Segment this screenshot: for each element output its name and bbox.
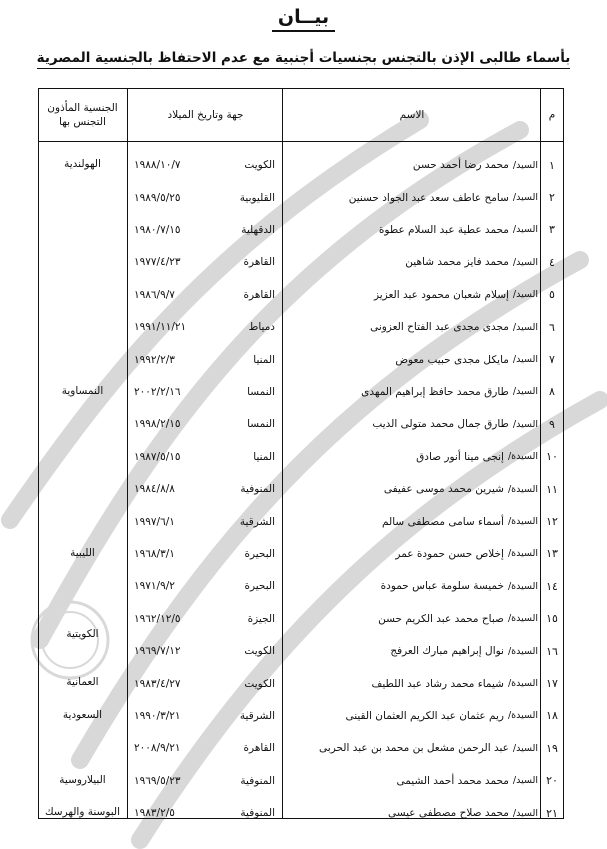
row-number: ٨ — [549, 385, 555, 399]
applicant-name-cell — [283, 603, 541, 635]
applicant-name-cell — [283, 765, 541, 797]
applicant-name: خميسة سلومة عباس حمودة — [380, 580, 504, 593]
birth-place-date-cell — [128, 700, 283, 732]
honorific: السيدة/ — [507, 516, 538, 528]
birth-place-date-cell — [128, 408, 283, 440]
row-number: ٦ — [549, 320, 555, 334]
applicant-name: محمد رضا أحمد حسن — [412, 159, 509, 172]
birth-place-date-cell — [128, 667, 283, 699]
honorific: السيدة/ — [507, 645, 538, 657]
honorific: السيدة/ — [507, 548, 538, 560]
birth-place-date-cell — [128, 246, 283, 278]
row-number: ١٦ — [546, 644, 558, 658]
birth-place: المنوفية — [240, 774, 275, 787]
applicant-name-cell — [283, 311, 541, 343]
birth-date: ١٩٨٨/١٠/٧ — [134, 159, 181, 172]
birth-place-date-cell — [128, 279, 283, 311]
applicant-name: محمد فايز محمد شاهين — [405, 256, 509, 269]
birth-date: ١٩٦٩/٥/٢٣ — [134, 774, 181, 787]
birth-date: ١٩٨٣/٢/٥ — [134, 807, 175, 820]
applicant-name-cell — [283, 570, 541, 602]
birth-place: القاهرة — [243, 742, 275, 755]
nationality-label: الهولندية — [64, 158, 101, 170]
birth-place: المنوفية — [240, 807, 275, 820]
birth-place-date-cell — [128, 149, 283, 181]
birth-date: ٢٠٠٨/٩/٢١ — [134, 742, 181, 755]
applicant-name-cell — [283, 181, 541, 213]
honorific: السيد/ — [512, 775, 538, 787]
birth-place: الكويت — [244, 159, 275, 172]
birth-place-date-cell — [128, 797, 283, 829]
table-row — [39, 635, 563, 667]
birth-place-date-cell — [128, 732, 283, 764]
applicant-name-cell — [283, 635, 541, 667]
birth-place: الكويت — [244, 645, 275, 658]
birth-date: ١٩٨٦/٩/٧ — [134, 288, 175, 301]
applicants-table — [38, 88, 564, 819]
applicant-name: إخلاص حسن حمودة عمر — [395, 547, 504, 560]
birth-date: ١٩٩٢/٢/٣ — [134, 353, 175, 366]
birth-place: دمياط — [248, 321, 275, 334]
nationality-label: البيلاروسية — [59, 773, 106, 786]
birth-place: المنيا — [253, 353, 275, 366]
header-divider — [39, 141, 563, 142]
row-number: ١٩ — [546, 741, 558, 755]
honorific: السيدة/ — [507, 678, 538, 690]
row-number: ٩ — [549, 417, 555, 431]
birth-date: ١٩٨٤/٨/٨ — [134, 483, 175, 496]
birth-place: القليوبية — [239, 191, 275, 204]
row-number: ٣ — [549, 223, 555, 237]
row-number: ٢٠ — [546, 774, 558, 788]
applicant-name: شيماء محمد رشاد عبد اللطيف — [371, 677, 504, 690]
row-number: ٧ — [549, 353, 555, 367]
birth-place-date-cell — [128, 343, 283, 375]
table-row — [39, 246, 563, 278]
header-place-date: جهة وتاريخ الميلاد — [167, 109, 244, 121]
row-number: ٢ — [549, 191, 555, 205]
birth-place-date-cell — [128, 603, 283, 635]
nationality-label: الكويتية — [66, 627, 99, 640]
birth-place: المنيا — [253, 450, 275, 463]
honorific: السيد/ — [512, 386, 538, 398]
applicant-name: مجدى مجدى عبد الفتاح العزونى — [370, 321, 509, 334]
applicant-name-cell — [283, 376, 541, 408]
applicant-name-cell — [283, 214, 541, 246]
row-number: ٥ — [549, 288, 555, 302]
applicant-name: إسلام شعبان محمود عبد العزيز — [373, 288, 509, 301]
applicant-name: أسماء سامى مصطفى سالم — [382, 515, 504, 528]
applicant-name-cell — [283, 797, 541, 829]
birth-date: ١٩٨٣/٤/٢٧ — [134, 677, 181, 690]
applicant-name-cell — [283, 473, 541, 505]
row-number: ١٧ — [546, 677, 558, 691]
birth-place: النمسا — [247, 385, 275, 398]
applicant-name-cell — [283, 538, 541, 570]
row-number: ١٥ — [546, 612, 558, 626]
birth-date: ١٩٦٩/٧/١٢ — [134, 645, 181, 658]
birth-place: المنوفية — [240, 483, 275, 496]
table-row — [39, 570, 563, 602]
applicant-name-cell — [283, 700, 541, 732]
header-nationality: الجنسية المأذون التجنس بها — [47, 102, 118, 128]
birth-place: البحيرة — [244, 547, 275, 560]
row-number: ١٢ — [546, 515, 558, 529]
birth-place: الشرقية — [239, 515, 275, 528]
birth-date: ١٩٧١/٩/٢ — [134, 580, 175, 593]
honorific: السيد/ — [512, 224, 538, 236]
birth-place-date-cell — [128, 311, 283, 343]
applicant-name-cell — [283, 441, 541, 473]
nationality-label: البوسنة والهرسك — [44, 806, 121, 818]
table-row — [39, 343, 563, 375]
applicant-name: إنجى مينا أنور صادق — [416, 450, 504, 463]
applicant-name: ريم عثمان عبد الكريم العثمان القينى — [345, 709, 504, 722]
birth-date: ١٩٦٨/٣/١ — [134, 547, 175, 560]
birth-place-date-cell — [128, 505, 283, 537]
birth-place-date-cell — [128, 441, 283, 473]
table-row — [39, 311, 563, 343]
applicant-name-cell — [283, 149, 541, 181]
birth-place-date-cell — [128, 538, 283, 570]
table-row — [39, 181, 563, 213]
honorific: السيدة/ — [507, 580, 538, 592]
honorific: السيدة/ — [507, 710, 538, 722]
honorific: السيد/ — [512, 807, 538, 819]
document-subtitle: بأسماء طالبى الإذن بالتجنس بجنسيات أجنبية مع عدم الاحتفاظ بالجنسية المصرية — [0, 50, 607, 66]
birth-date: ١٩٩١/١١/٢١ — [134, 321, 187, 334]
honorific: السيدة/ — [507, 451, 538, 463]
row-number: ١١ — [546, 482, 558, 496]
birth-place-date-cell — [128, 376, 283, 408]
row-number: ١٨ — [546, 709, 558, 723]
birth-place: الجيزة — [247, 612, 275, 625]
row-number: ١٤ — [546, 579, 558, 593]
table-row — [39, 279, 563, 311]
header-name: الاسم — [399, 109, 425, 121]
birth-date: ١٩٩٧/٦/١ — [134, 515, 175, 528]
table-row — [39, 505, 563, 537]
nationality-label: السعودية — [62, 708, 103, 721]
applicant-name: صباح محمد عبد الكريم حسن — [378, 612, 504, 625]
row-number: ١٣ — [546, 547, 558, 561]
birth-date: ١٩٨٧/٥/١٥ — [134, 450, 181, 463]
honorific: السيد/ — [512, 192, 538, 204]
birth-date: ١٩٧٧/٤/٢٣ — [134, 256, 181, 269]
applicant-name: طارق محمد حافظ إبراهيم المهدى — [361, 385, 509, 398]
nationality-label: النمساوية — [61, 384, 104, 397]
row-number: ٤ — [549, 255, 555, 269]
applicant-name: شيرين محمد موسى عفيفى — [383, 483, 504, 496]
birth-date: ١٩٨٩/٥/٢٥ — [134, 191, 181, 204]
table-row — [39, 214, 563, 246]
applicant-name: محمد عطية عبد السلام عطوة — [378, 223, 509, 236]
table-row — [39, 441, 563, 473]
honorific: السيد/ — [512, 321, 538, 333]
table-row — [39, 408, 563, 440]
header-num: م — [548, 109, 556, 121]
birth-place-date-cell — [128, 473, 283, 505]
applicant-name: محمد محمد أحمد الشيمى — [396, 774, 509, 787]
applicant-name: سامح عاطف سعد عبد الجواد حسنين — [348, 191, 509, 204]
applicant-name-cell — [283, 246, 541, 278]
birth-place-date-cell — [128, 635, 283, 667]
birth-date: ١٩٦٢/١٢/٥ — [134, 612, 181, 625]
applicant-name: نوال إبراهيم مبارك العرفج — [390, 645, 504, 658]
applicant-name-cell — [283, 408, 541, 440]
row-number: ١ — [549, 158, 555, 172]
honorific: السيد/ — [512, 256, 538, 268]
applicant-name: مايكل مجدى حبيب معوض — [395, 353, 509, 366]
birth-place-date-cell — [128, 181, 283, 213]
applicant-name: طارق جمال محمد متولى الديب — [372, 418, 509, 431]
applicant-name-cell — [283, 279, 541, 311]
birth-date: ١٩٩٠/٣/٢١ — [134, 709, 181, 722]
document-title: بيــان — [0, 6, 607, 28]
birth-place: القاهرة — [243, 256, 275, 269]
honorific: السيدة/ — [507, 483, 538, 495]
row-number: ٢١ — [546, 806, 558, 820]
applicant-name-cell — [283, 732, 541, 764]
birth-place-date-cell — [128, 214, 283, 246]
birth-date: ١٩٩٨/٢/١٥ — [134, 418, 181, 431]
nationality-label: العمانية — [66, 676, 99, 689]
row-number: ١٠ — [546, 450, 558, 464]
birth-place: القاهرة — [243, 288, 275, 301]
honorific: السيد/ — [512, 289, 538, 301]
table-row — [39, 473, 563, 505]
birth-place: البحيرة — [244, 580, 275, 593]
birth-date: ٢٠٠٢/٢/١٦ — [134, 385, 181, 398]
applicant-name-cell — [283, 505, 541, 537]
nationality-label: الليبية — [70, 546, 95, 559]
birth-place: الكويت — [244, 677, 275, 690]
honorific: السيدة/ — [507, 613, 538, 625]
honorific: السيد/ — [512, 742, 538, 754]
honorific: السيد/ — [512, 418, 538, 430]
birth-place: الشرقية — [239, 709, 275, 722]
table-row — [39, 732, 563, 764]
applicant-name: عبد الرحمن مشعل بن محمد بن عبد الحربى — [319, 742, 509, 755]
applicant-name: محمد صلاح مصطفى عيسى — [388, 807, 509, 820]
applicant-name-cell — [283, 667, 541, 699]
birth-place-date-cell — [128, 570, 283, 602]
birth-place: الدقهلية — [241, 223, 275, 236]
honorific: السيد/ — [512, 159, 538, 171]
applicant-name-cell — [283, 343, 541, 375]
birth-place: النمسا — [247, 418, 275, 431]
birth-place-date-cell — [128, 765, 283, 797]
honorific: السيد/ — [512, 354, 538, 366]
birth-date: ١٩٨٠/٧/١٥ — [134, 223, 181, 236]
